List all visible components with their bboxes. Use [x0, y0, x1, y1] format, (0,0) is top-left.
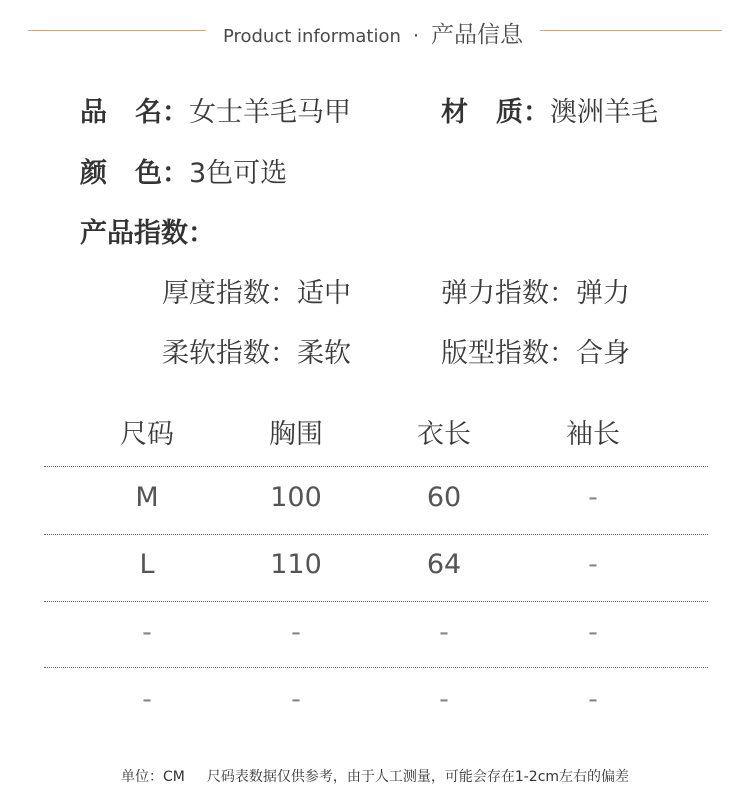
material-row — [441, 90, 658, 129]
table-cell: - — [588, 617, 598, 648]
product-index-label: 产品指数： — [80, 218, 215, 249]
index-label: 弹力指数： — [441, 278, 576, 309]
table-cell: - — [439, 684, 449, 715]
table-header-size: 尺码 — [120, 419, 174, 450]
softness-index — [162, 331, 351, 370]
table-cell: 110 — [270, 549, 322, 580]
table-divider — [44, 466, 708, 467]
table-cell: - — [291, 684, 301, 715]
colon: ： — [162, 158, 189, 189]
table-divider — [44, 601, 708, 602]
disclaimer-text: 尺码表数据仅供参考，由于人工测量，可能会存在1-2cm左右的偏差 — [206, 769, 630, 785]
color-label-1: 颜 — [80, 158, 107, 189]
fit-index — [441, 331, 630, 370]
elasticity-index — [441, 271, 630, 310]
index-label: 版型指数： — [441, 338, 576, 369]
product-name-label-1: 品 — [80, 97, 107, 128]
product-name-label-2: 名 — [135, 97, 162, 128]
table-cell: - — [291, 617, 301, 648]
colon: ： — [523, 97, 550, 128]
table-cell: 60 — [426, 482, 462, 513]
table-cell: - — [142, 617, 152, 648]
product-name-row — [80, 90, 351, 129]
table-cell: - — [588, 684, 598, 715]
product-name-value: 女士羊毛马甲 — [189, 97, 351, 128]
table-cell: - — [439, 617, 449, 648]
unit-label: 单位：CM — [120, 769, 185, 785]
size-note — [0, 766, 750, 786]
table-cell: M — [135, 482, 159, 513]
table-header-length: 衣长 — [417, 419, 471, 450]
table-divider — [44, 667, 708, 668]
table-cell: - — [588, 549, 598, 580]
index-value: 适中 — [297, 278, 351, 309]
index-label: 厚度指数： — [162, 278, 297, 309]
color-label-2: 色 — [135, 158, 162, 189]
index-label: 柔软指数： — [162, 338, 297, 369]
index-value: 柔软 — [297, 338, 351, 369]
table-cell: - — [588, 482, 598, 513]
header-divider-right — [540, 30, 722, 31]
index-value: 弹力 — [576, 278, 630, 309]
colon: ： — [162, 97, 189, 128]
table-header-chest: 胸围 — [269, 419, 323, 450]
title-separator: · — [412, 25, 419, 47]
table-cell: - — [142, 684, 152, 715]
section-title-en: Product information — [222, 26, 401, 47]
header-divider-left — [28, 30, 206, 31]
product-index-title — [80, 211, 215, 250]
color-value: 3色可选 — [189, 158, 288, 189]
section-title-cn: 产品信息 — [431, 22, 524, 48]
material-label-1: 材 — [441, 97, 468, 128]
index-value: 合身 — [576, 338, 630, 369]
table-cell: L — [139, 549, 155, 580]
material-value: 澳洲羊毛 — [550, 97, 658, 128]
material-label-2: 质 — [496, 97, 523, 128]
table-cell: 64 — [426, 549, 462, 580]
table-divider — [44, 534, 708, 535]
section-title — [206, 16, 540, 49]
color-row — [80, 151, 287, 190]
table-cell: 100 — [270, 482, 322, 513]
table-header-sleeve: 袖长 — [566, 419, 620, 450]
thickness-index — [162, 271, 351, 310]
section-header — [0, 16, 750, 56]
